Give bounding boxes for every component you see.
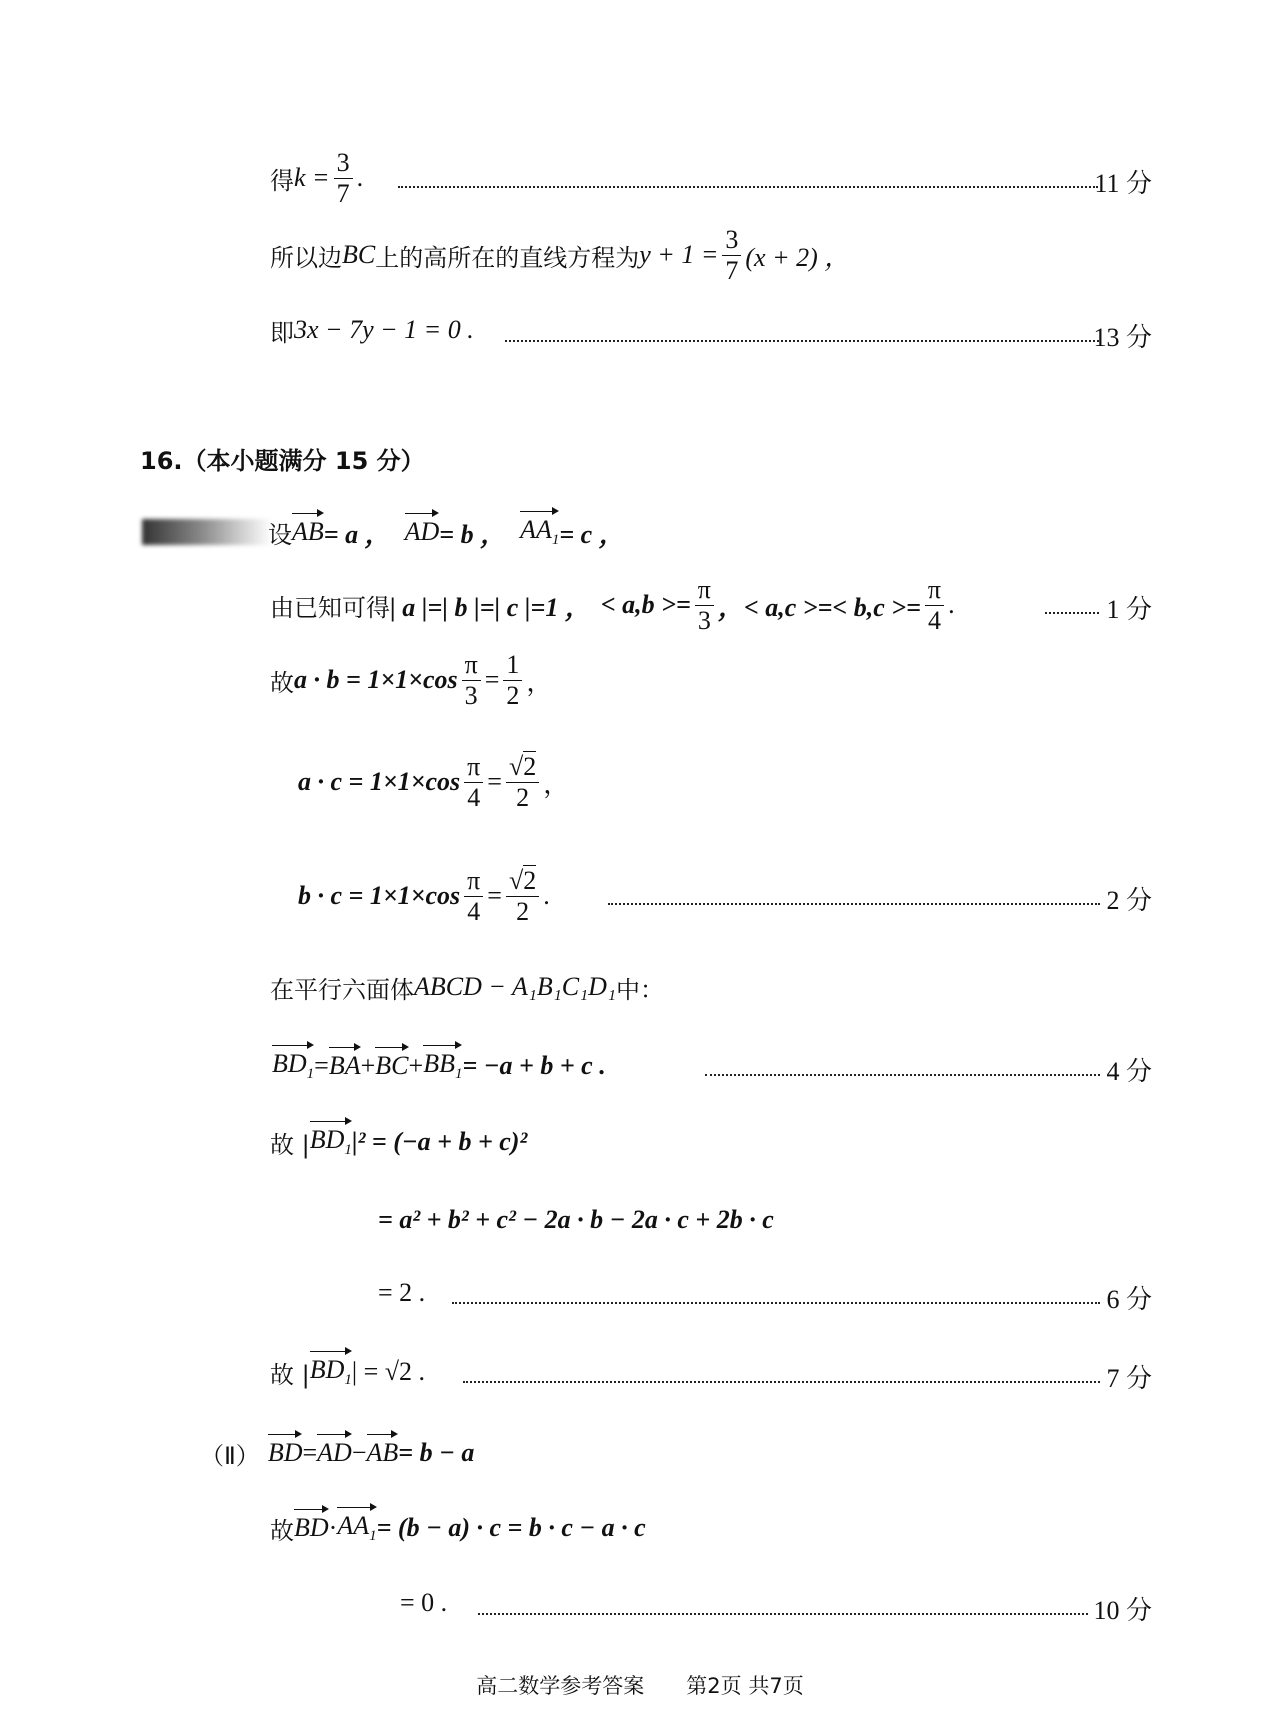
line-setup bbox=[268, 502, 625, 562]
fraction-pi-3: $\frac{\pi}{3}$ bbox=[695, 575, 714, 636]
text-gu: 故 | bbox=[270, 1360, 310, 1389]
question-heading: 16.（本小题满分 15 分） bbox=[140, 446, 425, 475]
score-13: 13 分 bbox=[1093, 323, 1152, 352]
denominator: 7 bbox=[336, 178, 350, 208]
page-footer: 高二数学参考答案 第2页 共7页 bbox=[476, 1674, 804, 1698]
math-lhs: y + 1 = bbox=[639, 240, 719, 269]
leader-dots bbox=[505, 340, 1099, 342]
line-bc-dot: b · c = 1×1×cos $\frac{\pi}{4}$ = $\frac{√2}{2}$ . bbox=[298, 865, 550, 926]
fraction-sqrt2-2: $\frac{√2}{2}$ bbox=[506, 752, 539, 813]
line-k-value bbox=[270, 148, 363, 208]
vector-ba: BA bbox=[328, 1051, 361, 1080]
score-6: 6 分 bbox=[1106, 1285, 1152, 1314]
vector-ad: AD bbox=[404, 517, 440, 546]
vector-ab: AB bbox=[292, 517, 324, 546]
leader-dots bbox=[1045, 612, 1099, 614]
text-altitude: 上的高所在的直线方程为 bbox=[375, 243, 640, 272]
line-ab-dot: 故 a · b = 1×1×cos $\frac{\pi}{3}$ = $\frac{1}{2}$ ， bbox=[270, 649, 553, 710]
denominator: 7 bbox=[725, 255, 739, 285]
text-she: 设 bbox=[268, 520, 292, 549]
math-bd1-result: = −a + b + c . bbox=[462, 1051, 606, 1080]
text-ji: 即 bbox=[270, 318, 294, 347]
period: . bbox=[356, 163, 364, 192]
line-bd1-decomp: $BD_1$ = BA + BC + $BB_1$ = −a + b + c . bbox=[272, 1048, 606, 1083]
text-gu: 故 bbox=[270, 668, 294, 697]
line-general-form bbox=[270, 300, 474, 360]
angle-ac-bc: ，< a,c >=< b,c >= bbox=[717, 592, 921, 622]
math-ac-dot: a · c = 1×1×cos bbox=[298, 767, 461, 796]
fraction-pi-4: $\frac{\pi}{4}$ bbox=[925, 575, 944, 636]
numerator: 3 bbox=[334, 148, 353, 179]
math-bd-result: = b − a bbox=[398, 1438, 475, 1467]
fraction-3-7-b bbox=[722, 225, 741, 286]
leader-dots bbox=[398, 186, 1098, 188]
vector-bd: BD bbox=[267, 1438, 303, 1467]
math-k: k = bbox=[294, 163, 330, 192]
line-length: 故 | $BD_1$ | = √2 . bbox=[270, 1354, 426, 1389]
math-expand: = a² + b² + c² − 2a · b − 2a · c + 2b · c bbox=[378, 1205, 774, 1234]
line-ac-dot: a · c = 1×1×cos $\frac{\pi}{4}$ = $\frac{√2}{2}$ ， bbox=[298, 751, 570, 812]
numerator: 3 bbox=[722, 225, 741, 256]
line-parallelepiped: 在平行六面体 ABCD − A₁B₁C₁D₁ 中： bbox=[270, 957, 664, 1017]
part-label: （Ⅱ） bbox=[200, 1441, 260, 1470]
math-dot-result: = (b − a) · c = b · c − a · c bbox=[376, 1513, 646, 1542]
fraction-1-2: $\frac{1}{2}$ bbox=[503, 650, 522, 711]
line-expand bbox=[378, 1190, 774, 1250]
score-1: 1 分 bbox=[1106, 595, 1152, 624]
vector-bd1: $BD_1$ bbox=[272, 1048, 315, 1083]
score-4: 4 分 bbox=[1106, 1057, 1152, 1086]
line-known: 由已知可得 | a |=| b |=| c |=1 ， < a,b >= $\frac{\pi}{3}$ ，< a,c >=< b,c >= $\frac{\pi}{4}$ . bbox=[270, 574, 955, 635]
text-para: 在平行六面体 bbox=[270, 975, 414, 1004]
vector-bc: BC bbox=[375, 1051, 409, 1080]
text-suoyi: 所以边 bbox=[270, 243, 342, 272]
math-zero: = 0 . bbox=[400, 1588, 448, 1617]
line-equals-0 bbox=[400, 1573, 447, 1633]
vector-bb1: $BB_1$ bbox=[423, 1048, 463, 1083]
line-part2: （Ⅱ） BD = AD − AB = b − a bbox=[200, 1423, 474, 1483]
line-bd1-squared: 故 | $BD_1$ |² = (−a + b + c)² bbox=[270, 1124, 528, 1159]
math-rhs: (x + 2) ， bbox=[745, 242, 851, 272]
math-eq2: = 2 . bbox=[378, 1278, 426, 1307]
math-ab-dot: a · b = 1×1×cos bbox=[294, 665, 458, 694]
math-bc-dot: b · c = 1×1×cos bbox=[298, 881, 461, 910]
leader-dots bbox=[463, 1381, 1100, 1383]
line-equals-2 bbox=[378, 1263, 425, 1323]
math-moduli: | a |=| b |=| c |=1 ， bbox=[390, 592, 591, 622]
fraction-3-7 bbox=[334, 148, 353, 209]
redacted-text bbox=[142, 519, 272, 545]
q16-heading bbox=[140, 428, 425, 488]
math-bc: BC bbox=[342, 240, 376, 269]
score-10: 10 分 bbox=[1093, 1596, 1152, 1625]
eq-a: = a ， bbox=[323, 519, 391, 549]
text-de: 得 bbox=[270, 166, 294, 195]
leader-dots bbox=[452, 1302, 1100, 1304]
text-gu: 故 | bbox=[270, 1130, 310, 1159]
score-2: 2 分 bbox=[1106, 886, 1152, 915]
eq-b: = b ， bbox=[439, 519, 507, 549]
math-line-eq: 3x − 7y − 1 = 0 . bbox=[294, 315, 474, 344]
line-altitude-equation bbox=[270, 225, 850, 285]
score-7: 7 分 bbox=[1106, 1364, 1152, 1393]
leader-dots bbox=[705, 1074, 1100, 1076]
eq-c: = c ， bbox=[559, 519, 625, 549]
leader-dots bbox=[478, 1613, 1088, 1615]
line-dot-product: 故 BD · $AA_1$ = (b − a) · c = b · c − a · c bbox=[270, 1510, 646, 1545]
text-known: 由已知可得 bbox=[270, 593, 390, 622]
score-11: 11 分 bbox=[1094, 169, 1152, 198]
vector-aa1: $AA_1$ bbox=[520, 514, 560, 549]
math-solid-name: ABCD − A₁B₁C₁D₁ bbox=[414, 972, 616, 1001]
math-square: |² = (−a + b + c)² bbox=[351, 1127, 528, 1156]
text-gu: 故 bbox=[270, 1516, 294, 1545]
angle-ab: < a,b >= bbox=[600, 590, 691, 619]
math-length: | = √2 . bbox=[351, 1357, 426, 1386]
leader-dots bbox=[608, 903, 1100, 905]
